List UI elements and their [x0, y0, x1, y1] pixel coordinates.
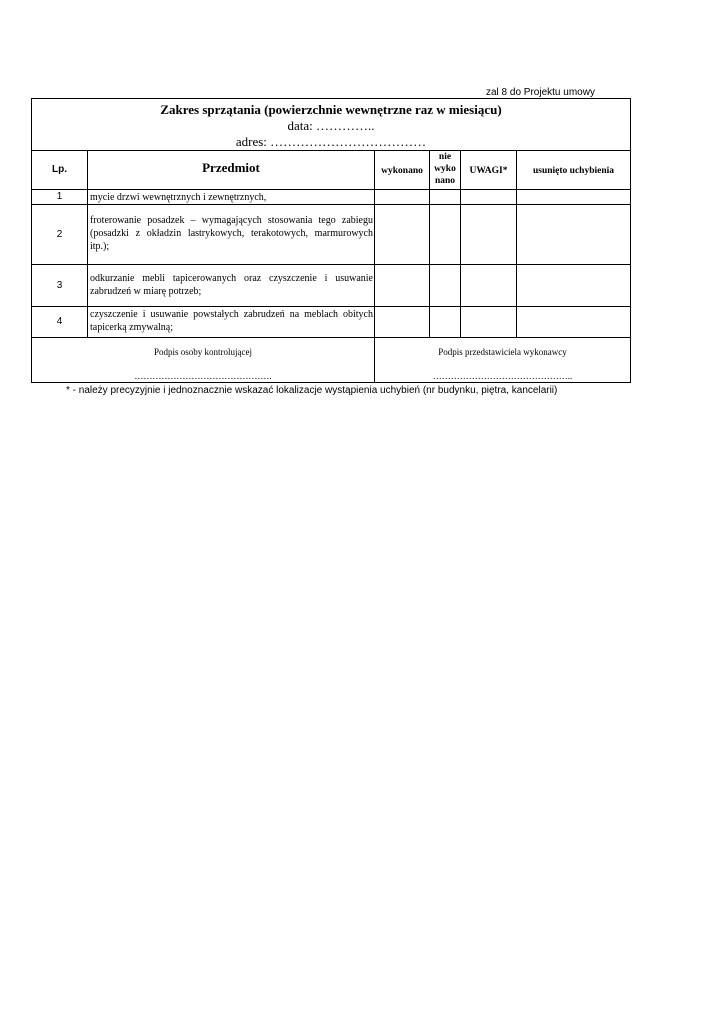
- row-3-description: odkurzanie mebli tapicerowanych oraz czyszczenie i usuwanie zabrudzeń w miarę potrzeb;: [90, 273, 373, 297]
- col-divider: [516, 150, 517, 338]
- signature-line-contractor: ………………………………………..: [432, 371, 573, 381]
- row-divider: [32, 204, 630, 205]
- date-line: data: …………..: [287, 118, 375, 133]
- address-line: adres: ………………………………: [235, 134, 427, 149]
- column-header-uwagi: UWAGI*: [469, 166, 508, 176]
- col-divider: [460, 150, 461, 338]
- row-divider: [32, 189, 630, 190]
- cleaning-scope-form: [31, 98, 631, 383]
- signature-label-inspector: Podpis osoby kontrolującej: [154, 347, 252, 357]
- signature-line-inspector: ……………………………………….: [134, 371, 272, 381]
- column-header-usunieto: usunięto uchybienia: [532, 166, 615, 176]
- row-divider: [32, 306, 630, 307]
- col-divider: [87, 150, 88, 338]
- form-header: [32, 99, 630, 151]
- form-title: Zakres sprzątania (powierzchnie wewnętrzne raz w miesiącu): [160, 102, 502, 117]
- footnote: * - należy precyzyjnie i jednoznacznie wskazać lokalizacje wystąpienia uchybień (nr budynku, piętra, kancelarii): [66, 385, 558, 396]
- row-4-description: czyszczenie i usuwanie powstałych zabrudzeń na meblach obitych tapicerką zmywalną;: [90, 309, 373, 333]
- column-header-nie-wykonano: [430, 151, 460, 187]
- row-divider: [32, 337, 630, 338]
- column-header-przedmiot: Przedmiot: [202, 160, 260, 175]
- row-divider: [32, 264, 630, 265]
- column-header-nie-wykonano-part: nano: [434, 176, 456, 186]
- column-header-nie-wykonano-part: wyko: [434, 164, 456, 174]
- column-header-wykonano: wykonano: [381, 166, 423, 176]
- row-4-lp: 4: [56, 316, 63, 327]
- row-2-description: froterowanie posadzek – wymagających stosowania tego zabiegu (posadzki z okładzin lastrykowych, terakotowych, marmurowych itp.);: [90, 215, 373, 252]
- signature-label-contractor: Podpis przedstawiciela wykonawcy: [438, 347, 567, 357]
- row-1-description: mycie drzwi wewnętrznych i zewnętrznych,: [90, 192, 267, 203]
- attachment-note: zal 8 do Projektu umowy: [486, 87, 595, 98]
- row-1-lp: 1: [56, 191, 63, 202]
- row-2-lp: 2: [56, 229, 63, 240]
- row-3-lp: 3: [56, 280, 63, 291]
- column-header-nie-wykonano-part: nie: [438, 152, 452, 162]
- column-header-lp: Lp.: [52, 164, 67, 175]
